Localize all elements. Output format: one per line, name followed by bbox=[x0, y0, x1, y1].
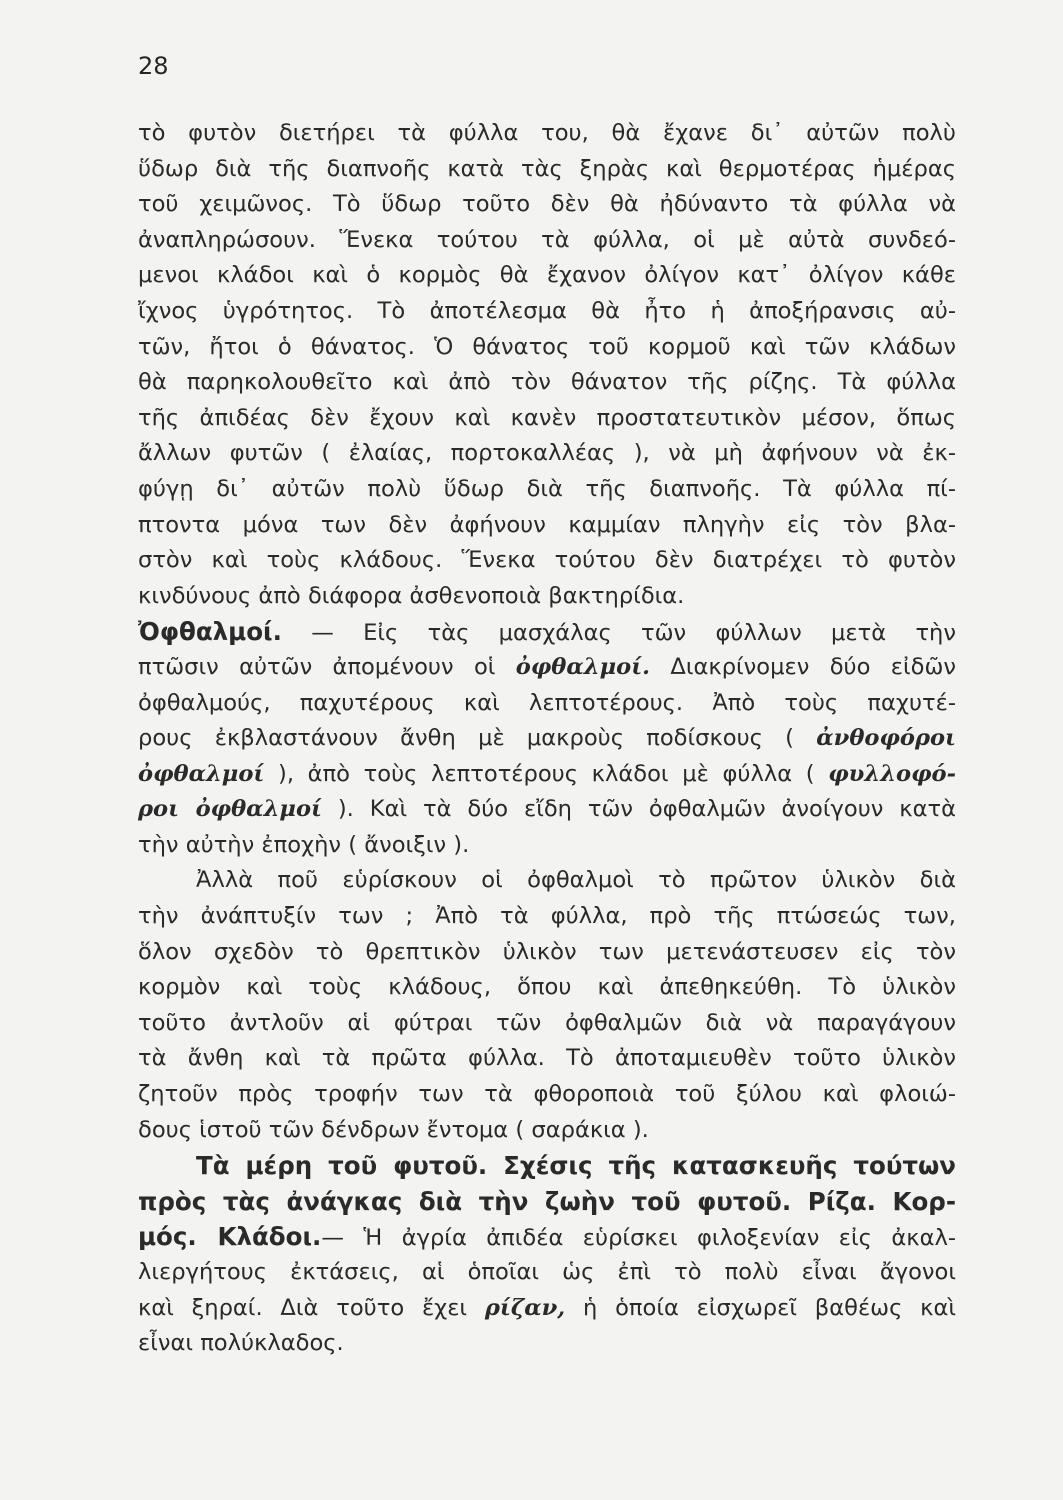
p2-line-4-text: ρους ἐκβλαστάνουν ἄνθη μὲ μακροὺς ποδίσκους ( bbox=[138, 725, 817, 752]
page-number: 28 bbox=[138, 52, 169, 80]
p2-line-2 bbox=[138, 650, 956, 686]
p1-line-10: ἄλλων φυτῶν ( ἐλαίας, πορτοκαλλέας ), νὰ μὴ ἀφήνουν νὰ ἐκ- bbox=[138, 440, 956, 467]
p4-line-3 bbox=[138, 1219, 956, 1255]
section-title-merh-line-1: Τὰ μέρη τοῦ φυτοῦ. Σχέσις τῆς κατασκευῆς τούτων bbox=[196, 1151, 956, 1181]
body-text bbox=[138, 116, 956, 1362]
term-ofthalmoi: ὀφθαλμοί. bbox=[515, 653, 651, 680]
p2-line-2-text-a: πτῶσιν αὐτῶν ἀπομένουν οἱ bbox=[138, 653, 516, 680]
p2-line-6-text: ). Καὶ τὰ δύο εἴδη τῶν ὀφθαλμῶν ἀνοίγουν κατὰ bbox=[321, 796, 957, 823]
term-rizan: ρίζαν, bbox=[484, 1294, 566, 1321]
p1-line-2: ὕδωρ διὰ τῆς διαπνοῆς κατὰ τὰς ξηρὰς καὶ θερμοτέρας ἡμέρας bbox=[138, 155, 956, 182]
p4-line-6: εἶναι πολύκλαδος. bbox=[138, 1330, 344, 1357]
p4-line-5 bbox=[138, 1291, 956, 1327]
p1-line-3: τοῦ χειμῶνος. Τὸ ὕδωρ τοῦτο δὲν θὰ ἠδύναντο τὰ φύλλα νὰ bbox=[138, 191, 956, 218]
p2-line-1 bbox=[138, 614, 956, 650]
p1-line-14: κινδύνους ἀπὸ διάφορα ἀσθενοποιὰ βακτηρίδια. bbox=[138, 582, 685, 609]
p1-line-9: τῆς ἀπιδέας δὲν ἔχουν καὶ κανὲν προστατευτικὸν μέσον, ὅπως bbox=[138, 404, 956, 431]
p4-line-5-text-b: ἡ ὁποία εἰσχωρεῖ βαθέως καὶ bbox=[565, 1294, 956, 1321]
p2-line-7: τὴν αὐτὴν ἐποχὴν ( ἄνοιξιν ). bbox=[138, 831, 470, 858]
p2-line-6 bbox=[138, 792, 956, 828]
p4-line-5-text-a: καὶ ξηραί. Διὰ τοῦτο ἔχει bbox=[138, 1294, 485, 1321]
p2-line-2-text-b: Διακρίνομεν δύο εἰδῶν bbox=[650, 653, 957, 680]
p3-line-2: τὴν ἀνάπτυξίν των ; Ἀπὸ τὰ φύλλα, πρὸ τῆς πτώσεώς των, bbox=[138, 903, 956, 930]
p3-line-1: Ἀλλὰ ποῦ εὑρίσκουν οἱ ὀφθαλμοὶ τὸ πρῶτον ὑλικὸν διὰ bbox=[196, 867, 956, 894]
p4-line-4: λιεργήτους ἐκτάσεις, αἱ ὁποῖαι ὡς ἐπὶ τὸ πολὺ εἶναι ἄγονοι bbox=[138, 1259, 956, 1285]
p3-line-5: τοῦτο ἀντλοῦν αἱ φύτραι τῶν ὀφθαλμῶν διὰ νὰ παραγάγουν bbox=[138, 1009, 956, 1036]
p2-line-1-text: — Εἰς τὰς μασχάλας τῶν φύλλων μετὰ τὴν bbox=[281, 620, 956, 647]
p1-line-6: ἴχνος ὑγρότητος. Τὸ ἀποτέλεσμα θὰ ἦτο ἡ ἀποξήρανσις αὐ- bbox=[138, 297, 956, 324]
p1-line-8: θὰ παρηκολουθεῖτο καὶ ἀπὸ τὸν θάνατον τῆς ρίζης. Τὰ φύλλα bbox=[138, 369, 956, 396]
p2-line-5 bbox=[138, 757, 956, 793]
p1-line-5: μενοι κλάδοι καὶ ὁ κορμὸς θὰ ἔχανον ὀλίγον κατ᾽ ὀλίγον κάθε bbox=[138, 262, 956, 289]
p1-line-11: φύγῃ δι᾽ αὐτῶν πολὺ ὕδωρ διὰ τῆς διαπνοῆς. Τὰ φύλλα πί- bbox=[138, 475, 956, 502]
p1-line-4: ἀναπληρώσουν. Ἕνεκα τούτου τὰ φύλλα, οἱ μὲ αὐτὰ συνδεό- bbox=[138, 226, 956, 253]
p1-line-7: τῶν, ἤτοι ὁ θάνατος. Ὁ θάνατος τοῦ κορμοῦ καὶ τῶν κλάδων bbox=[138, 333, 956, 360]
p2-line-5-text: ), ἀπὸ τοὺς λεπτοτέρους κλάδοι μὲ φύλλα ( bbox=[264, 760, 829, 787]
term-anthoforoi: ἀνθοφόροι bbox=[816, 725, 956, 752]
term-roi-ofthalmoi: ροι ὀφθαλμοί bbox=[138, 796, 322, 823]
p3-line-7: ζητοῦν πρὸς τροφήν των τὰ φθοροποιὰ τοῦ ξύλου καὶ φλοιώ- bbox=[138, 1081, 956, 1108]
p3-line-8: δους ἱστοῦ τῶν δένδρων ἔντομα ( σαράκια ). bbox=[138, 1116, 649, 1143]
p1-line-12: πτοντα μόνα των δὲν ἀφήνουν καμμίαν πληγὴν εἰς τὸν βλα- bbox=[138, 511, 956, 538]
p1-line-13: στὸν καὶ τοὺς κλάδους. Ἕνεκα τούτου δὲν διατρέχει τὸ φυτὸν bbox=[138, 547, 956, 574]
term-ofthalmoi-2: ὀφθαλμοί bbox=[138, 760, 265, 787]
p3-line-3: ὅλον σχεδὸν τὸ θρεπτικὸν ὑλικὸν των μετενάστευσεν εἰς τὸν bbox=[138, 938, 956, 965]
section-title-merh-line-2: πρὸς τὰς ἀνάγκας διὰ τὴν ζωὴν τοῦ φυτοῦ. Ρίζα. Κορ- bbox=[138, 1186, 956, 1216]
p3-line-6: τὰ ἄνθη καὶ τὰ πρῶτα φύλλα. Τὸ ἀποταμιευθὲν τοῦτο ὑλικὸν bbox=[138, 1045, 956, 1072]
term-fyllofo: φυλλοφό- bbox=[828, 760, 956, 787]
p3-line-4: κορμὸν καὶ τοὺς κλάδους, ὅπου καὶ ἀπεθηκεύθη. Τὸ ὑλικὸν bbox=[138, 974, 956, 1001]
p2-line-4 bbox=[138, 721, 956, 757]
p1-line-1: τὸ φυτὸν διετήρει τὰ φύλλα του, θὰ ἔχανε δι᾽ αὐτῶν πολὺ bbox=[138, 120, 956, 146]
p4-line-3-text: — Ἡ ἀγρία ἀπιδέα εὑρίσκει φιλοξενίαν εἰς ἀκαλ- bbox=[321, 1225, 956, 1252]
section-title-merh-line-3: μός. Κλάδοι. bbox=[138, 1222, 322, 1252]
section-title-ofthalmoi: Ὀφθαλμοί. bbox=[138, 617, 282, 647]
p2-line-3: ὀφθαλμούς, παχυτέρους καὶ λεπτοτέρους. Ἀπὸ τοὺς παχυτέ- bbox=[138, 689, 956, 716]
